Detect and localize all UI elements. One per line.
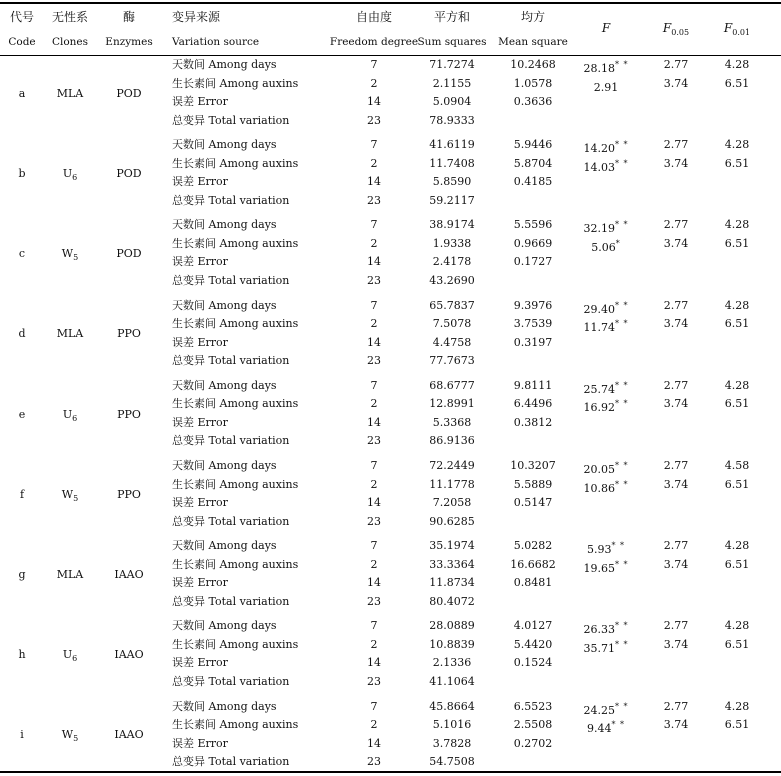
row-df: 2 [370, 477, 378, 491]
row-ss: 77.7673 [429, 354, 475, 368]
row-source-label: 总变异 Total variation [172, 193, 290, 207]
row-f005: 3.74 [663, 317, 689, 331]
row-source-label: 天数间 Among days [172, 539, 277, 553]
row-clone-main: MLA [56, 86, 84, 100]
row-ss: 72.2449 [429, 459, 475, 472]
row-df: 14 [367, 736, 381, 750]
row-ss: 41.6119 [429, 138, 475, 152]
row-source-label: 天数间 Among days [172, 699, 277, 713]
row-source-label: 误差 Error [172, 496, 228, 509]
row-source-label: 天数间 Among days [172, 459, 277, 472]
row-f [583, 58, 628, 76]
row-code: e [18, 407, 26, 421]
row-clone-sub: 5 [73, 734, 79, 744]
row-source-label: 误差 Error [172, 175, 228, 189]
row-ss: 65.7837 [429, 298, 475, 312]
significance-stars: * * [614, 319, 629, 329]
row-ms: 0.3812 [513, 415, 553, 429]
row-f [583, 638, 628, 656]
row-f-value: 9.44 [586, 722, 612, 736]
row-source-label: 生长素间 Among auxins [172, 718, 299, 732]
row-source-label: 总变异 Total variation [172, 674, 290, 688]
significance-stars: * * [614, 380, 629, 390]
bottom-rule [0, 771, 781, 773]
row-enzyme: POD [116, 166, 142, 180]
row-f005: 2.77 [663, 699, 689, 713]
row-clone-main: W [61, 247, 74, 261]
row-f-value: 5.06 [591, 240, 616, 254]
row-f [583, 138, 628, 156]
row-clone [57, 87, 84, 105]
row-ms: 2.5508 [513, 718, 553, 732]
header-df-en: Freedom degree [329, 36, 419, 48]
row-clone-main: W [61, 728, 74, 742]
row-ss: 35.1974 [429, 539, 475, 553]
row-clone-sub: 6 [72, 413, 78, 423]
row-ss: 2.4178 [432, 255, 472, 269]
row-df: 2 [370, 637, 378, 651]
row-f001: 6.51 [724, 397, 750, 411]
row-df: 7 [370, 539, 378, 553]
row-f005: 2.77 [663, 298, 689, 312]
row-f [583, 157, 628, 175]
row-f005: 2.77 [663, 539, 689, 553]
row-f-value: 14.03 [583, 160, 615, 174]
row-df: 2 [370, 557, 378, 571]
row-source-label: 总变异 Total variation [172, 434, 290, 448]
row-f [583, 317, 628, 335]
row-ms: 16.6682 [510, 557, 556, 571]
row-df: 7 [370, 298, 378, 312]
row-ms: 4.0127 [513, 619, 553, 633]
row-df: 7 [370, 619, 378, 633]
row-df: 14 [367, 335, 381, 349]
row-clone-main: MLA [56, 327, 84, 341]
row-f-value: 11.74 [583, 321, 615, 335]
row-f001: 4.28 [724, 699, 750, 713]
significance-stars: * * [614, 300, 629, 310]
row-f001: 4.58 [724, 459, 750, 472]
row-clone-main: MLA [56, 567, 84, 581]
row-code: a [18, 86, 26, 100]
row-clone-sub: 6 [72, 172, 78, 182]
row-source-label: 生长素间 Among auxins [172, 637, 299, 651]
row-df: 23 [367, 594, 381, 608]
row-ss: 1.9338 [432, 236, 472, 250]
row-f-value: 32.19 [583, 222, 615, 236]
header-code-zh: 代号 [9, 10, 35, 24]
header-code-en: Code [8, 36, 36, 48]
row-clone-main: U [62, 407, 73, 421]
row-df: 7 [370, 378, 378, 392]
row-f-value: 24.25 [583, 703, 615, 717]
row-enzyme: IAAO [114, 648, 144, 662]
row-ms: 6.4496 [513, 397, 553, 411]
row-ss: 7.2058 [432, 496, 472, 509]
significance-stars: * * [614, 220, 629, 230]
row-ss: 5.1016 [432, 718, 472, 732]
row-f [583, 478, 628, 496]
row-f [583, 459, 628, 477]
significance-stars: * * [614, 559, 629, 569]
row-ss: 11.1778 [429, 477, 475, 491]
row-df: 14 [367, 255, 381, 269]
row-df: 2 [370, 156, 378, 170]
row-ms: 9.8111 [513, 378, 553, 392]
row-ss: 68.6777 [429, 378, 475, 392]
row-f005: 3.74 [663, 397, 689, 411]
row-f005: 3.74 [663, 236, 689, 250]
row-df: 2 [370, 317, 378, 331]
row-f001: 4.28 [724, 619, 750, 633]
row-f005: 2.77 [663, 459, 689, 472]
row-clone-main: U [62, 648, 73, 662]
row-ms: 0.2702 [513, 736, 553, 750]
header-f001-sub: 0.01 [732, 28, 751, 37]
row-f001: 4.28 [724, 218, 750, 232]
row-df: 14 [367, 175, 381, 189]
row-f [583, 379, 628, 397]
row-clone [63, 648, 77, 666]
header-df-zh: 自由度 [355, 10, 393, 24]
header-source-zh: 变异来源 [172, 10, 221, 24]
row-ss: 5.3368 [432, 415, 472, 429]
row-ss: 90.6285 [429, 514, 475, 528]
row-df: 23 [367, 273, 381, 287]
row-code: c [18, 247, 26, 261]
row-code: i [20, 728, 24, 742]
row-df: 14 [367, 576, 381, 590]
row-df: 23 [367, 755, 381, 769]
row-df: 2 [370, 76, 378, 90]
row-f-value: 35.71 [583, 641, 615, 655]
header-f005 [663, 21, 689, 40]
row-df: 23 [367, 674, 381, 688]
row-source-label: 天数间 Among days [172, 58, 277, 71]
row-df: 23 [367, 193, 381, 207]
row-ms: 0.3197 [513, 335, 553, 349]
row-source-label: 总变异 Total variation [172, 514, 290, 528]
row-f [583, 397, 628, 415]
row-ms: 5.9446 [513, 138, 553, 152]
row-f-value: 29.40 [583, 302, 615, 316]
row-source-label: 生长素间 Among auxins [172, 156, 299, 170]
row-f001: 6.51 [724, 156, 750, 170]
row-source-label: 总变异 Total variation [172, 594, 290, 608]
row-df: 23 [367, 354, 381, 368]
row-df: 7 [370, 218, 378, 232]
row-ss: 71.7274 [429, 58, 475, 71]
row-ms: 10.3207 [510, 459, 556, 472]
row-ms: 5.4420 [513, 637, 553, 651]
header-enzyme-en: Enzymes [105, 36, 153, 48]
row-f-value: 28.18 [583, 62, 615, 75]
header-source-en: Variation source [172, 36, 260, 48]
row-clone [57, 327, 84, 345]
header-ms-zh: 均方 [520, 10, 546, 24]
row-ss: 12.8991 [429, 397, 475, 411]
significance-stars: * * [614, 639, 629, 649]
row-f005: 3.74 [663, 637, 689, 651]
row-source-label: 生长素间 Among auxins [172, 236, 299, 250]
row-f-value: 16.92 [583, 401, 615, 415]
row-f-value: 26.33 [583, 623, 615, 637]
row-ss: 3.7828 [432, 736, 472, 750]
row-f [583, 218, 628, 236]
row-f-value: 19.65 [583, 561, 615, 575]
significance-stars: * * [614, 701, 629, 711]
row-source-label: 误差 Error [172, 736, 228, 750]
row-f005: 2.77 [663, 58, 689, 71]
significance-stars: * * [614, 479, 629, 489]
row-f005: 2.77 [663, 218, 689, 232]
row-clone [62, 488, 78, 506]
row-df: 14 [367, 415, 381, 429]
row-clone [63, 408, 77, 426]
row-enzyme: PPO [117, 487, 141, 501]
header-ss-en: Sum squares [417, 36, 487, 48]
row-f005: 2.77 [663, 619, 689, 633]
row-clone-sub: 6 [72, 654, 78, 664]
row-enzyme: PPO [117, 407, 141, 421]
row-df: 7 [370, 699, 378, 713]
header-f001 [724, 21, 750, 40]
row-ss: 54.7508 [429, 755, 475, 769]
row-df: 14 [367, 496, 381, 509]
row-source-label: 天数间 Among days [172, 298, 277, 312]
row-source-label: 总变异 Total variation [172, 113, 290, 127]
row-source-label: 天数间 Among days [172, 218, 277, 232]
row-df: 2 [370, 718, 378, 732]
row-code: d [18, 327, 26, 341]
significance-stars: * * [614, 399, 629, 409]
row-enzyme: POD [116, 247, 142, 261]
row-ms: 9.3976 [513, 298, 553, 312]
row-clone [62, 247, 78, 265]
row-f001: 6.51 [724, 477, 750, 491]
row-f [594, 77, 619, 95]
row-source-label: 生长素间 Among auxins [172, 557, 299, 571]
row-enzyme: POD [116, 86, 142, 100]
row-ss: 38.9174 [429, 218, 475, 232]
row-f001: 6.51 [724, 557, 750, 571]
row-f001: 4.28 [724, 539, 750, 553]
row-f [583, 700, 628, 718]
row-df: 2 [370, 397, 378, 411]
row-f001: 6.51 [724, 76, 750, 90]
row-ss: 86.9136 [429, 434, 475, 448]
row-ss: 11.8734 [429, 576, 475, 590]
header-rule [0, 55, 781, 56]
row-source-label: 误差 Error [172, 95, 228, 108]
row-f005: 2.77 [663, 138, 689, 152]
row-code: h [18, 648, 26, 662]
row-f001: 6.51 [724, 317, 750, 331]
row-ss: 80.4072 [429, 594, 475, 608]
row-clone [63, 167, 77, 185]
header-f005-sub: 0.05 [671, 28, 690, 37]
row-ms: 5.8704 [513, 156, 553, 170]
row-ms: 5.5596 [513, 218, 553, 232]
row-ms: 1.0578 [513, 76, 553, 90]
row-df: 2 [370, 236, 378, 250]
row-ms: 0.1524 [513, 656, 553, 670]
significance-stars: * * [614, 621, 629, 631]
row-ms: 3.7539 [513, 317, 553, 331]
row-ss: 33.3364 [429, 557, 475, 571]
row-ss: 10.8839 [429, 637, 475, 651]
row-source-label: 误差 Error [172, 656, 228, 670]
significance-stars: * * [614, 158, 629, 168]
row-f001: 6.51 [724, 637, 750, 651]
significance-stars: * [615, 238, 621, 248]
row-f-value: 2.91 [593, 80, 619, 94]
significance-stars: * * [614, 140, 629, 150]
row-source-label: 总变异 Total variation [172, 755, 290, 769]
row-enzyme: IAAO [114, 567, 144, 581]
row-ms: 5.5889 [513, 477, 553, 491]
row-f [587, 718, 625, 736]
row-f-value: 25.74 [583, 382, 615, 396]
header-clone-zh: 无性系 [51, 10, 89, 24]
row-ss: 2.1336 [432, 656, 472, 670]
row-f001: 4.28 [724, 378, 750, 392]
row-source-label: 天数间 Among days [172, 619, 277, 633]
row-source-label: 误差 Error [172, 255, 228, 269]
row-ss: 45.8664 [429, 699, 475, 713]
row-ms: 6.5523 [513, 699, 553, 713]
row-ms: 0.4185 [513, 175, 553, 189]
row-f001: 4.28 [724, 58, 750, 71]
row-df: 14 [367, 656, 381, 670]
row-f-value: 10.86 [583, 481, 615, 495]
row-ss: 28.0889 [429, 619, 475, 633]
row-enzyme: IAAO [114, 728, 144, 742]
row-df: 23 [367, 514, 381, 528]
row-code: f [19, 487, 25, 501]
row-f [583, 619, 628, 637]
header-enzyme-zh: 酶 [122, 10, 136, 24]
row-f001: 4.28 [724, 138, 750, 152]
row-clone-main: U [62, 166, 73, 180]
row-f-value: 14.20 [583, 142, 615, 156]
row-source-label: 生长素间 Among auxins [172, 477, 299, 491]
row-f005: 2.77 [663, 378, 689, 392]
row-code: g [18, 567, 26, 581]
header-ms-en: Mean square [498, 36, 568, 48]
row-f001: 6.51 [724, 236, 750, 250]
row-ss: 11.7408 [429, 156, 475, 170]
row-source-label: 生长素间 Among auxins [172, 317, 299, 331]
significance-stars: * * [611, 720, 626, 730]
row-f [583, 299, 628, 317]
row-source-label: 误差 Error [172, 335, 228, 349]
row-f001: 6.51 [724, 718, 750, 732]
row-ms: 10.2468 [510, 58, 556, 71]
row-f001: 4.28 [724, 298, 750, 312]
top-rule [0, 2, 781, 4]
row-source-label: 总变异 Total variation [172, 273, 290, 287]
row-source-label: 误差 Error [172, 415, 228, 429]
row-ss: 41.1064 [429, 674, 475, 688]
row-ms: 0.9669 [513, 236, 553, 250]
row-clone-main: W [61, 487, 74, 501]
row-df: 7 [370, 58, 378, 71]
row-f005: 3.74 [663, 557, 689, 571]
row-ss: 2.1155 [432, 76, 472, 90]
row-ss: 59.2117 [429, 193, 475, 207]
row-clone [57, 568, 84, 586]
row-df: 23 [367, 434, 381, 448]
row-f-value: 5.93 [586, 543, 612, 557]
row-source-label: 天数间 Among days [172, 138, 277, 152]
row-code: b [18, 166, 26, 180]
row-df: 23 [367, 113, 381, 127]
row-f005: 3.74 [663, 156, 689, 170]
row-source-label: 生长素间 Among auxins [172, 76, 299, 90]
row-df: 7 [370, 138, 378, 152]
significance-stars: * * [614, 461, 629, 470]
row-f005: 3.74 [663, 718, 689, 732]
significance-stars: * * [611, 541, 626, 551]
row-enzyme: PPO [117, 327, 141, 341]
row-ms: 5.0282 [513, 539, 553, 553]
header-f: F [601, 21, 611, 35]
row-f005: 3.74 [663, 76, 689, 90]
row-ss: 5.8590 [432, 175, 472, 189]
row-clone-sub: 5 [73, 493, 79, 503]
row-source-label: 总变异 Total variation [172, 354, 290, 368]
row-f-value: 20.05 [583, 463, 615, 476]
header-ss-zh: 平方和 [433, 10, 471, 24]
row-ms: 0.8481 [513, 576, 553, 590]
header-clone-en: Clones [51, 36, 89, 48]
row-ss: 43.2690 [429, 273, 475, 287]
row-ss: 5.0904 [432, 95, 472, 108]
row-f [591, 237, 621, 255]
row-source-label: 误差 Error [172, 576, 228, 590]
row-source-label: 天数间 Among days [172, 378, 277, 392]
row-clone [62, 728, 78, 746]
row-ss: 7.5078 [432, 317, 472, 331]
row-clone-sub: 5 [73, 253, 79, 263]
row-f005: 3.74 [663, 477, 689, 491]
header-f001-main: F [723, 21, 733, 35]
row-f [583, 558, 628, 576]
row-ss: 78.9333 [429, 113, 475, 127]
row-df: 14 [367, 95, 381, 108]
row-f [587, 539, 625, 557]
row-ss: 4.4758 [432, 335, 472, 349]
row-source-label: 生长素间 Among auxins [172, 397, 299, 411]
header-f005-main: F [662, 21, 672, 35]
significance-stars: * * [614, 60, 629, 69]
row-ms: 0.1727 [513, 255, 553, 269]
row-ms: 0.3636 [513, 95, 553, 108]
row-ms: 0.5147 [513, 496, 553, 509]
row-df: 7 [370, 459, 378, 472]
